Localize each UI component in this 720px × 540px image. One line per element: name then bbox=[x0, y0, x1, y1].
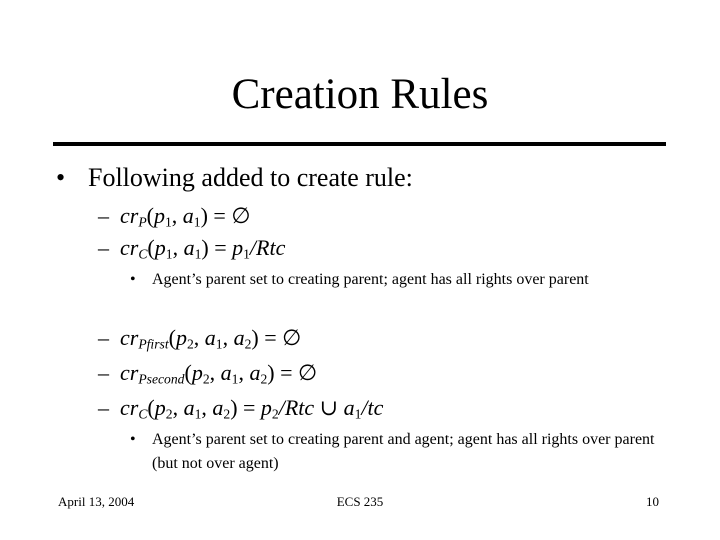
arg-subscript: 1 bbox=[193, 214, 201, 230]
result-term: p bbox=[232, 235, 244, 260]
rule-cr-p: – $cr_P(p_1$, $a_1$) = ∅ bbox=[98, 203, 251, 230]
arg-subscript: 1 bbox=[215, 336, 223, 352]
arg: a bbox=[183, 235, 195, 260]
rule-cr-c-2: – $cr_C(p_2$, $a_1$, $a_2) = p_2/Rtc$ ∪ $a_1/tc$ bbox=[98, 395, 384, 422]
arg-subscript: 2 bbox=[260, 371, 268, 387]
arg-subscript: 1 bbox=[165, 246, 173, 262]
arg-subscript: 2 bbox=[165, 406, 173, 422]
note-1 bbox=[130, 268, 655, 292]
arg: a bbox=[204, 325, 216, 350]
dash-marker: – bbox=[98, 360, 109, 385]
rule-cr-pfirst: – $cr_{Pfirst}(p_2$, $a_1$, $a_2$) = ∅ bbox=[98, 325, 302, 352]
arg: a bbox=[249, 360, 261, 385]
empty-set-symbol: ∅ bbox=[298, 360, 318, 385]
arg-subscript: 1 bbox=[231, 371, 239, 387]
rule-cr-psecond: – $cr_{Psecond}(p_2$, $a_1$, $a_2$) = ∅ bbox=[98, 360, 318, 387]
fn-subscript: Pfirst bbox=[138, 336, 169, 352]
arg: p bbox=[175, 325, 187, 350]
note-text: Agent’s parent set to creating parent; agent has all rights over parent bbox=[152, 271, 589, 288]
fn-subscript: Psecond bbox=[138, 371, 185, 387]
rule-cr-c-1: – $cr_C(p_1$, $a_1) = p_1/Rtc$ bbox=[98, 235, 286, 262]
note-2 bbox=[130, 428, 655, 476]
arg-subscript: 2 bbox=[186, 336, 194, 352]
bullet-marker: • bbox=[56, 163, 66, 192]
result-subscript: 2 bbox=[271, 406, 279, 422]
result-term: p bbox=[260, 395, 272, 420]
empty-set-symbol: ∅ bbox=[282, 325, 302, 350]
arg: a bbox=[212, 395, 224, 420]
note-text: Agent’s parent set to creating parent and agent; agent has all rights over parent (but not over agent) bbox=[152, 431, 655, 472]
empty-set-symbol: ∅ bbox=[231, 203, 251, 228]
fn-subscript: P bbox=[138, 214, 147, 230]
footer-page-number: 10 bbox=[646, 494, 659, 509]
arg-subscript: 2 bbox=[202, 371, 210, 387]
dash-marker: – bbox=[98, 203, 109, 228]
dash-marker: – bbox=[98, 395, 109, 420]
arg: a bbox=[233, 325, 245, 350]
arg: p bbox=[154, 235, 166, 260]
intro-text: Following added to create rule: bbox=[88, 163, 413, 192]
fn-name: cr bbox=[120, 203, 139, 228]
footer-course: ECS 235 bbox=[336, 494, 384, 509]
result-rights: /tc bbox=[361, 395, 384, 420]
arg: p bbox=[191, 360, 203, 385]
result-term: a bbox=[343, 395, 355, 420]
result-subscript: 1 bbox=[354, 406, 362, 422]
arg-subscript: 1 bbox=[164, 214, 172, 230]
fn-name: cr bbox=[120, 325, 139, 350]
result-rights: /Rtc bbox=[249, 235, 286, 260]
bullet-marker: • bbox=[130, 271, 136, 288]
fn-name: cr bbox=[120, 395, 139, 420]
bullet-marker: • bbox=[130, 431, 136, 448]
fn-subscript: C bbox=[138, 246, 148, 262]
fn-name: cr bbox=[120, 360, 139, 385]
arg: a bbox=[183, 395, 195, 420]
arg-subscript: 2 bbox=[244, 336, 252, 352]
arg: a bbox=[220, 360, 232, 385]
dash-marker: – bbox=[98, 325, 109, 350]
slide-title: Creation Rules bbox=[231, 71, 489, 118]
dash-marker: – bbox=[98, 235, 109, 260]
footer-date: April 13, 2004 bbox=[58, 494, 135, 509]
title-divider bbox=[53, 142, 666, 146]
arg-subscript: 1 bbox=[194, 246, 202, 262]
result-subscript: 1 bbox=[243, 246, 250, 262]
bullet-intro bbox=[56, 163, 413, 193]
union-symbol: ∪ bbox=[319, 395, 339, 420]
arg: a bbox=[182, 203, 194, 228]
arg-subscript: 1 bbox=[194, 406, 202, 422]
arg: p bbox=[154, 395, 166, 420]
result-rights: /Rtc bbox=[278, 395, 315, 420]
arg: p bbox=[153, 203, 165, 228]
fn-name: cr bbox=[120, 235, 139, 260]
fn-subscript: C bbox=[138, 406, 148, 422]
arg-subscript: 2 bbox=[223, 406, 231, 422]
